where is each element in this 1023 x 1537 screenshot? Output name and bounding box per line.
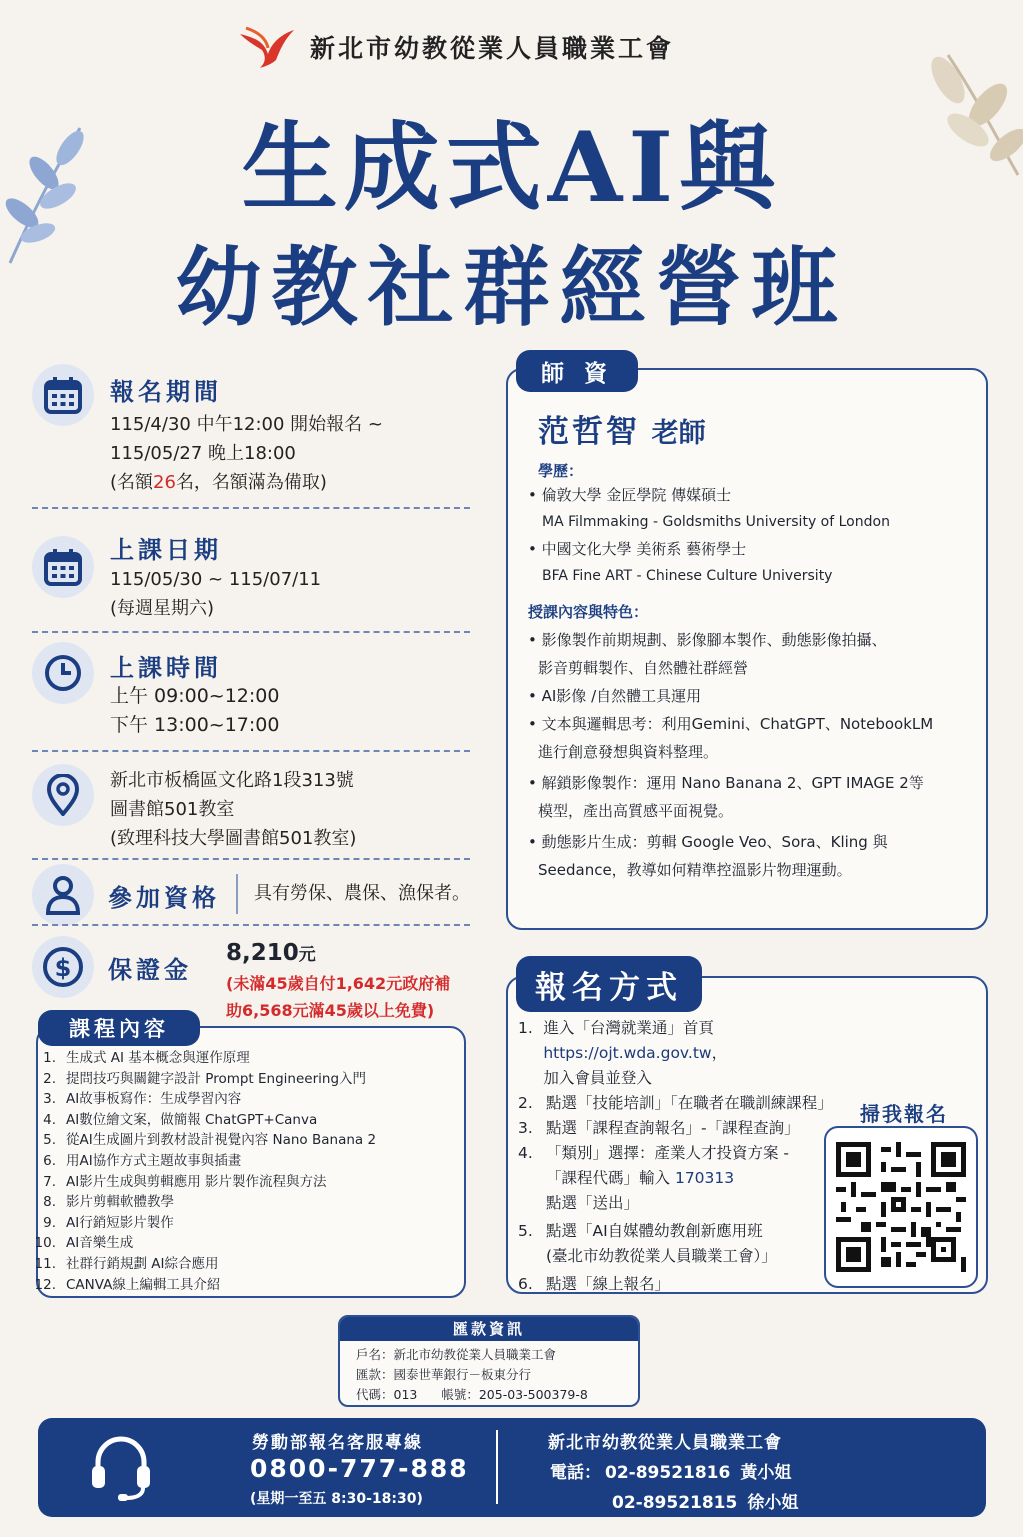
step-6: 6. 點選「線上報名」 [518, 1275, 671, 1293]
teacher-tab: 師 資 [516, 350, 638, 392]
phone-number[interactable]: 02-89521816 [605, 1463, 731, 1483]
main-title-line1: 生成式AI與 [241, 111, 782, 224]
registration-details [110, 410, 383, 497]
main-title-line2: 幼教社群經營班 [175, 237, 848, 338]
union-phone-2: 02-89521815 徐小姐 [612, 1493, 799, 1513]
list-item: 8. 影片剪輯軟體教學 [43, 1194, 174, 1211]
union-phone-1: 電話： 02-89521816 黃小姐 [550, 1463, 792, 1483]
footer-bar [38, 1418, 986, 1517]
qr-code-frame[interactable] [824, 1126, 978, 1288]
scan-label: 掃我報名 [860, 1102, 948, 1126]
signup-steps [518, 1016, 868, 1297]
registration-label: 報名期間 [110, 378, 222, 406]
clock-icon [32, 642, 94, 704]
education-item-english: MA Filmmaking - Goldsmiths University of London [542, 514, 890, 530]
signup-tab: 報名方式 [516, 956, 702, 1012]
calendar-icon [32, 364, 94, 426]
teacher-name: 范哲智 [538, 414, 640, 450]
list-item: 4. AI數位繪文案，做簡報 ChatGPT+Canva [43, 1111, 318, 1128]
step-4: 4. 「類別」選擇：產業人才投資方案 - 「課程代碼」輸入 170313 點選「送出」 [518, 1144, 790, 1212]
list-item: 12. CANVA線上編輯工具介紹 [34, 1276, 221, 1293]
education-item-english: BFA Fine ART - Chinese Culture University [542, 568, 833, 584]
quota-number: 26 [153, 472, 176, 493]
list-item: 11. 社群行銷規劃 AI綜合應用 [34, 1255, 219, 1272]
divider [32, 750, 470, 752]
education-item: • 中國文化大學 美術系 藝術學士 [528, 540, 747, 558]
class-time-details [110, 682, 279, 740]
step-3: 3. 點選「課程查詢報名」-「課程查詢」 [518, 1119, 800, 1137]
list-item: 3. AI故事板寫作：生成學習內容 [43, 1091, 242, 1108]
registration-start: 115/4/30 中午12:00 開始報名 ~ [110, 414, 383, 435]
features-heading: 授課內容與特色： [528, 603, 649, 621]
remit-account-name: 戶名：新北市幼教從業人員職業工會 [356, 1347, 557, 1362]
feature-item: • 解鎖影像製作：運用 Nano Banana 2、GPT IMAGE 2等 模型，產出高質感平面視覺。 [528, 774, 924, 820]
deposit-unit: 元 [298, 945, 316, 965]
deposit-note: (未滿45歲自付1,642元政府補 助6,568元滿45歲以上免費) [226, 974, 451, 1020]
class-date-range: 115/05/30 ~ 115/07/11 [110, 569, 322, 590]
class-date-details [110, 565, 321, 623]
divider [32, 631, 470, 633]
headset-icon [88, 1432, 154, 1502]
registration-end: 115/05/27 晚上18:00 [110, 443, 296, 464]
divider [32, 507, 470, 509]
feature-item: • 影像製作前期規劃、影像腳本製作、動態影像拍攝、 影音剪輯製作、自然體社群經營 [528, 631, 887, 677]
hotline-hours: (星期一至五 8:30-18:30) [250, 1491, 423, 1507]
list-item: 1. 生成式 AI 基本概念與運作原理 [43, 1050, 250, 1066]
class-date-weekday: (每週星期六) [110, 598, 215, 619]
phone-number[interactable]: 02-89521815 [612, 1493, 738, 1513]
org-header [236, 24, 674, 70]
eligibility-label: 參加資格 [108, 884, 220, 912]
deposit-amount-row [226, 940, 316, 966]
hotline-label: 勞動部報名客服專線 [252, 1433, 423, 1453]
registration-quota: (名額26名，名額滿為備取) [110, 472, 327, 493]
list-item: 5. 從AI生成圖片到教材設計視覺內容 Nano Banana 2 [43, 1132, 377, 1149]
education-heading: 學歷： [538, 462, 584, 480]
education-item: • 倫敦大學 金匠學院 傳媒碩士 [528, 486, 732, 504]
list-item: 2. 提問技巧與關鍵字設計 Prompt Engineering入門 [43, 1070, 367, 1087]
step-1: 1. 進入「台灣就業通」首頁 https://ojt.wda.gov.tw， 加入會員並登入 [518, 1019, 728, 1087]
location-pin-icon [32, 764, 94, 826]
feature-item: • AI影像 /自然體工具運用 [528, 687, 702, 705]
step-2: 2. 點選「技能培訓」「在職者在職訓練課程」 [518, 1094, 833, 1112]
teacher-name-row [538, 406, 706, 451]
deposit-amount: 8,210 [226, 940, 299, 966]
qr-code-icon [836, 1142, 966, 1272]
union-name: 新北市幼教從業人員職業工會 [548, 1433, 782, 1453]
class-time-label: 上課時間 [110, 654, 222, 682]
divider [32, 858, 470, 860]
footer-divider [496, 1430, 498, 1504]
feature-item: • 動態影片生成：剪輯 Google Veo、Sora、Kling 與 Seedance，教導如何精準控溫影片物理運動。 [528, 833, 888, 879]
eligibility-separator [236, 874, 238, 914]
step-5: 5. 點選「AI自媒體幼教創新應用班 (臺北市幼教從業人員職業工會）」 [518, 1222, 777, 1265]
org-name: 新北市幼教從業人員職業工會 [310, 34, 675, 63]
afternoon-session: 下午 13:00~17:00 [110, 714, 280, 736]
location-note: (致理科技大學圖書館501教室) [110, 828, 357, 849]
remit-bank: 匯款：國泰世華銀行－板東分行 [356, 1367, 532, 1382]
list-item: 10. AI音樂生成 [34, 1235, 134, 1252]
deposit-label: 保證金 [108, 956, 192, 984]
location-address: 新北市板橋區文化路1段313號 [110, 770, 354, 791]
divider [32, 924, 470, 926]
phoenix-logo-icon [236, 24, 296, 70]
list-item: 7. AI影片生成與剪輯應用 影片製作流程與方法 [43, 1173, 327, 1190]
class-date-label: 上課日期 [110, 536, 222, 564]
location-room: 圖書館501教室 [110, 799, 235, 820]
teacher-details [528, 450, 978, 884]
location-details [110, 766, 356, 853]
teacher-title: 老師 [651, 418, 706, 449]
remit-panel [338, 1315, 640, 1407]
list-item: 6. 用AI協作方式主題故事與插畫 [43, 1152, 242, 1169]
person-icon [32, 864, 94, 926]
course-tab: 課程內容 [38, 1010, 200, 1046]
remit-code-row: 代碼：013 帳號：205-03-500379-8 [356, 1387, 588, 1402]
signup-link[interactable]: https://ojt.wda.gov.tw [543, 1044, 712, 1062]
course-code: 170313 [674, 1169, 735, 1187]
list-item: 9. AI行銷短影片製作 [43, 1214, 174, 1231]
feature-item: • 文本與邏輯思考：利用Gemini、ChatGPT、NotebookLM 進行創意發想與資料整理。 [528, 715, 934, 761]
remit-tab: 匯款資訊 [340, 1317, 638, 1341]
calendar-icon [32, 536, 94, 598]
eligibility-value: 具有勞保、農保、漁保者。 [254, 883, 470, 904]
dollar-coin-icon [32, 936, 94, 998]
morning-session: 上午 09:00~12:00 [110, 685, 280, 707]
svg-text:$: $ [54, 954, 72, 982]
course-list [30, 1048, 460, 1295]
hotline-number[interactable]: 0800-777-888 [250, 1454, 469, 1483]
